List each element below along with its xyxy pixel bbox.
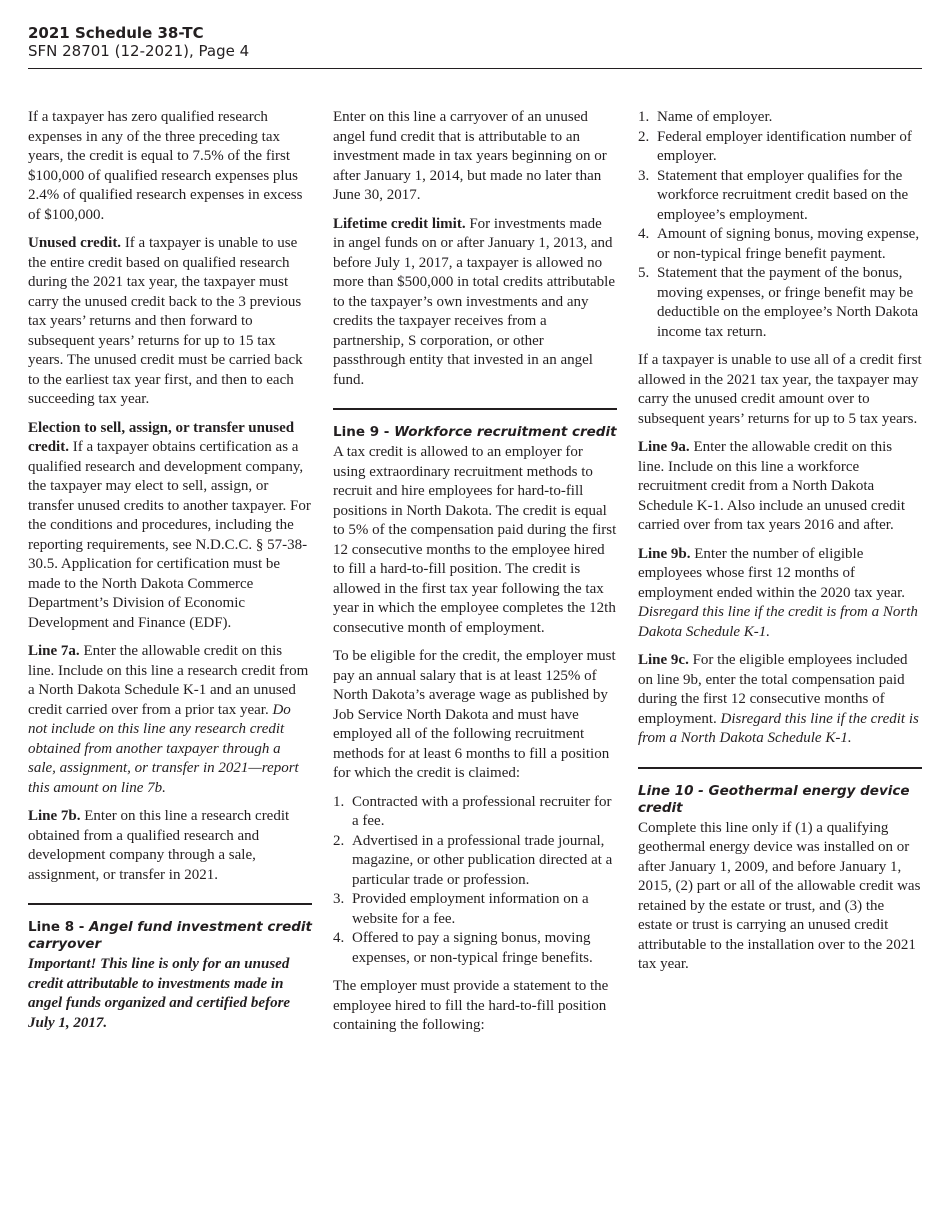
column-2: [333, 108, 617, 1045]
list-number: 2.: [333, 832, 345, 849]
line9b-lead: Line 9b.: [638, 545, 691, 562]
list-item: [638, 108, 922, 128]
line9-heading-title: Workforce recruitment credit: [394, 424, 617, 440]
statement-intro-paragraph: The employer must provide a statement to the employee hired to fill the hard-to-fill position containing the following:: [333, 978, 609, 1033]
list-text: Federal employer identification number of employer.: [657, 128, 912, 164]
line9a-paragraph: [638, 438, 922, 536]
election-text: If a taxpayer obtains certification as a qualified research and development company, the taxpayer may elect to sell, assign, or transfer unused credits to another taxpayer. For the conditions and procedures, including the reporting requirements, see N.D.C.C. § 57-38-30.5. Application for certification must be made to the North Dakota Commerce Department’s Division of Economic Development and Finance (EDF).: [28, 439, 311, 631]
list-number: 4.: [333, 930, 345, 946]
list-item: [638, 128, 922, 167]
line9c-italic: Disregard this line if the credit is from a North Dakota Schedule K-1.: [638, 710, 919, 746]
line8-important-text: Important! This line is only for an unused credit attributable to investments made in angel funds organized and certified before July 1, 2017.: [28, 956, 291, 1031]
line9c-text: For the eligible employees included on line 9b, enter the total compensation paid during the first 12 consecutive months of employment.: [638, 652, 908, 727]
line9a-text: Enter the allowable credit on this line. Include on this line a workforce recruitment credit from a North Dakota Schedule K-1. Also include an unused credit carried over from tax years 2016 and after.: [638, 439, 906, 533]
list-number: 3.: [638, 167, 650, 184]
line8-important: [28, 955, 312, 1033]
line9-heading: [333, 424, 617, 441]
column-3: [638, 108, 922, 984]
line10-heading-title: Geothermal energy device credit: [638, 782, 910, 816]
list-item: [638, 264, 922, 342]
line9b-italic: Disregard this line if the credit is from a North Dakota Schedule K-1.: [638, 604, 918, 640]
line8-heading-prefix: Line 8 -: [28, 919, 90, 935]
line8-heading-title: Angel fund investment credit carryover: [28, 919, 312, 952]
line7b-lead: Line 7b.: [28, 808, 81, 824]
unused-credit-lead: Unused credit.: [28, 235, 122, 251]
list-number: 2.: [638, 128, 650, 145]
list-text: Name of employer.: [657, 109, 773, 125]
line9b-text: Enter the number of eligible employees whose first 12 months of employment ended within the 2020 tax year.: [638, 545, 906, 601]
election-paragraph: [28, 419, 312, 634]
carryover-paragraph: If a taxpayer is unable to use all of a credit first allowed in the 2021 tax year, the taxpayer may carry the unused credit amount over to subsequent years’ returns for up to 5 tax years.: [638, 352, 922, 427]
line8-heading: [28, 919, 312, 953]
list-text: Contracted with a professional recruiter for a fee.: [352, 793, 612, 829]
list-item: [638, 167, 922, 226]
statement-items-list: [638, 108, 922, 342]
list-text: Statement that employer qualifies for the workforce recruitment credit based on the employee’s employment.: [657, 167, 909, 223]
line9-eligibility-paragraph: To be eligible for the credit, the employer must pay an annual salary that is at least 125% of North Dakota’s average wage as published by Job Service North Dakota and must have employed all of the following recruitment methods for at least 6 months to fill a position for which the credit is claimed:: [333, 648, 616, 781]
header-rule: [28, 68, 922, 69]
line9-intro-paragraph: A tax credit is allowed to an employer for using extraordinary recruitment methods to recruit and hire employees for hard-to-fill positions in North Dakota. The credit is equal to 5% of the compensation paid during the first 12 consecutive months to the employee hired to fill a hard-to-fill position. The credit is allowed in the first tax year following the tax year in which the employee completes the 12th consecutive month of employment.: [333, 444, 617, 636]
line9a-lead: Line 9a.: [638, 439, 690, 455]
lifetime-text: For investments made in angel funds on or after January 1, 2013, and before July 1, 2017, a taxpayer is allowed no more than $500,000 in total credits attributable to the taxpayer’s own investments and any credits the taxpayer receives from a partnership, S corporation, or other passthrough entity that invested in an angel fund.: [333, 215, 616, 388]
list-item: [333, 793, 617, 832]
list-text: Offered to pay a signing bonus, moving expenses, or non-typical fringe benefits.: [352, 930, 593, 966]
list-number: 1.: [333, 793, 345, 810]
angel-carryover-paragraph: Enter on this line a carryover of an unused angel fund credit that is attributable to an investment made in tax years beginning on or after January 1, 2014, but made no later than June 30, 2017.: [333, 109, 607, 203]
line8-section-rule: [28, 903, 312, 905]
lifetime-limit-paragraph: [333, 215, 617, 391]
line7b-text: Enter on this line a research credit obtained from a qualified research and development company through a sale, assignment, or transfer in 2021.: [28, 808, 290, 883]
list-text: Amount of signing bonus, moving expense, or non-typical fringe benefit payment.: [657, 226, 920, 262]
recruitment-methods-list: [333, 793, 617, 969]
unused-credit-paragraph: [28, 234, 312, 410]
list-text: Advertised in a professional trade journal, magazine, or other publication directed at a particular trade or profession.: [352, 832, 613, 888]
form-subtitle: SFN 28701 (12-2021), Page 4: [28, 42, 250, 60]
line10-heading-prefix: Line 10 -: [638, 782, 709, 799]
list-item: [333, 832, 617, 891]
list-text: Statement that the payment of the bonus, moving expenses, or fringe benefit may be deductible on the employee’s North Dakota income tax return.: [657, 265, 919, 340]
list-item: [333, 929, 617, 968]
lifetime-lead: Lifetime credit limit.: [333, 215, 466, 232]
list-number: 5.: [638, 265, 650, 281]
list-text: Provided employment information on a website for a fee.: [352, 891, 589, 927]
list-item: [638, 225, 922, 264]
line7a-lead: Line 7a.: [28, 643, 80, 659]
unused-credit-text: If a taxpayer is unable to use the entire credit based on qualified research during the 2021 tax year, the taxpayer must carry the unused credit back to the 3 previous tax years’ returns and then forward to subsequent years’ returns for up to 15 tax years. The unused credit must be carried back to the earliest tax year first, and then to each succeeding tax year.: [28, 235, 303, 407]
line9-section-rule: [333, 408, 617, 410]
line10-heading: [638, 783, 922, 817]
list-number: 4.: [638, 226, 650, 242]
line7a-paragraph: [28, 642, 312, 798]
election-lead: Election to sell, assign, or transfer unused credit.: [28, 419, 295, 455]
line10-section-rule: [638, 767, 922, 769]
line9b-paragraph: [638, 545, 922, 643]
line7b-paragraph: [28, 807, 312, 885]
research-zero-expenses-paragraph: If a taxpayer has zero qualified research expenses in any of the three preceding tax years, the credit is equal to 7.5% of the first $100,000 of qualified research expenses plus 2.4% of qualified research expenses in excess of $100,000.: [28, 109, 303, 223]
line7a-italic: Do not include on this line any research credit obtained from another taxpayer through a sale, assignment, or transfer in 2021—report this amount on line 7b.: [28, 701, 299, 796]
page-header: [28, 24, 922, 61]
line10-paragraph: Complete this line only if (1) a qualifying geothermal energy device was installed on or after January 1, 2009, and before January 1, 2015, (2) part or all of the allowable credit was retained by the estate or trust, and (3) the estate or trust is carrying an unused credit attributable to the installation over to the 2021 tax year.: [638, 819, 921, 972]
line7a-text: Enter the allowable credit on this line. Include on this line a research credit from a North Dakota Schedule K-1 and an unused credit carried over from a prior tax year.: [28, 643, 309, 718]
list-number: 1.: [638, 109, 650, 125]
line9-heading-prefix: Line 9 -: [333, 424, 395, 440]
line9c-paragraph: [638, 651, 922, 749]
form-title: 2021 Schedule 38-TC: [28, 24, 204, 42]
line9c-lead: Line 9c.: [638, 652, 689, 668]
list-item: [333, 890, 617, 929]
column-1: [28, 108, 312, 1042]
list-number: 3.: [333, 891, 345, 907]
